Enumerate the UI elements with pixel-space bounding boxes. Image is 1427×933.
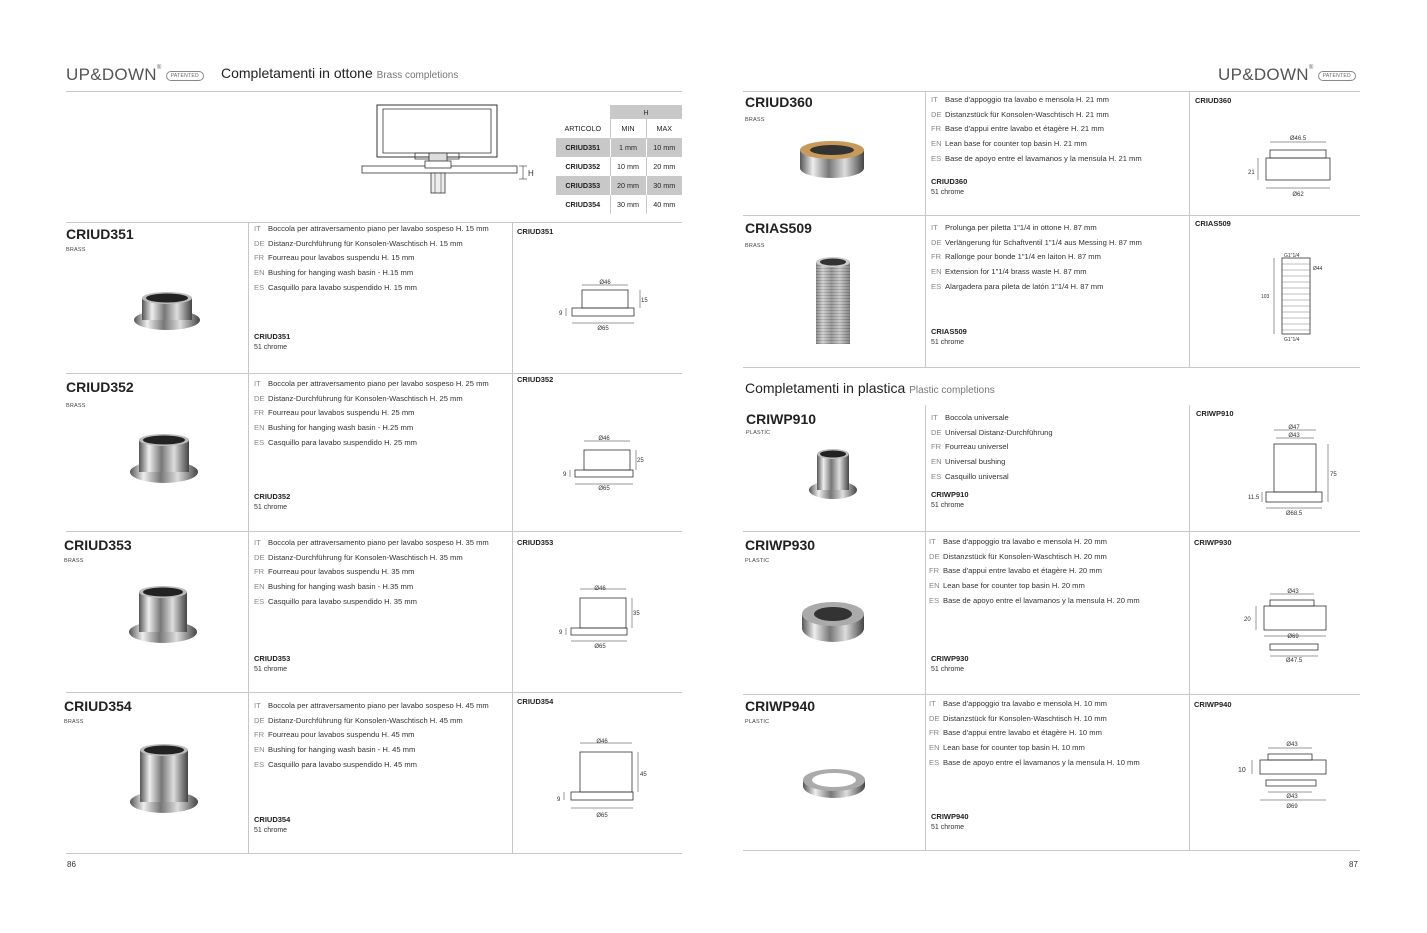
product-criud351 bbox=[66, 226, 134, 253]
technical-drawing-criud351 bbox=[555, 276, 655, 336]
product-code: CRIWP940 bbox=[745, 698, 816, 714]
technical-drawing-criud354 bbox=[554, 734, 659, 824]
height-range-table bbox=[556, 105, 682, 214]
svg-text:10: 10 bbox=[1238, 767, 1246, 774]
product-criud354 bbox=[64, 698, 132, 725]
product-finish: CRIWP930 51 chrome bbox=[931, 654, 969, 673]
product-material: BRASS bbox=[66, 403, 86, 409]
product-descriptions: IT Base d'appoggio tra lavabo e mensola H. 21 mm DE Distanzstück für Konsolen-Waschtisch H. 21 mm FR Base d'appui entre lavabo et étagère H. 21 mm EN Lean base for counter top basin H. 21 mm ES Base de apoyo entre el lavamanos y la mensula H. 21 mm bbox=[931, 95, 1142, 163]
section-title-plastic: Completamenti in plastica Plastic completions bbox=[745, 380, 995, 396]
product-criwp910 bbox=[746, 411, 816, 436]
technical-drawing-criwp910 bbox=[1244, 420, 1344, 520]
table-header-min: MIN bbox=[610, 119, 646, 138]
product-descriptions: IT Boccola universale DE Universal Distanz-Durchführung FR Fourreau universel EN Universal bushing ES Casquillo universal bbox=[931, 413, 1053, 481]
product-finish: CRIUD352 51 chrome bbox=[254, 492, 291, 511]
product-descriptions: IT Boccola per attraversamento piano per lavabo sospeso H. 25 mm DE Distanz-Durchführung für Konsolen-Waschtisch H. 25 mm FR Fourreau pour lavabos suspendu H. 25 mm EN Bushing for hanging wash basin - H.25 mm ES Casquillo para lavabo suspendido H. 25 mm bbox=[254, 379, 489, 447]
section-title-brass: Completamenti in ottone Brass completions bbox=[221, 65, 459, 81]
svg-text:103: 103 bbox=[1261, 294, 1270, 300]
svg-text:Ø65: Ø65 bbox=[594, 644, 606, 650]
product-image-crias509 bbox=[810, 252, 856, 348]
product-material: PLASTIC bbox=[745, 558, 770, 564]
product-material: BRASS bbox=[745, 243, 765, 249]
svg-text:Ø62: Ø62 bbox=[1292, 192, 1304, 198]
svg-text:Ø68.5: Ø68.5 bbox=[1285, 511, 1303, 517]
svg-text:Ø46: Ø46 bbox=[598, 436, 610, 442]
product-descriptions: IT Base d'appoggio tra lavabo e mensola H. 10 mm DE Distanzstück für Konsolen-Waschtisch H. 10 mm FR Base d'appui entre lavabo et étagère H. 10 mm EN Lean base for counter top basin H. 10 mm ES Base de apoyo entre el lavamanos y la mensula H. 10 mm bbox=[929, 699, 1140, 767]
svg-text:9: 9 bbox=[559, 630, 563, 636]
table-cell-min: 30 mm bbox=[610, 195, 646, 214]
drawing-code: CRIWP910 bbox=[1196, 409, 1234, 418]
patented-badge: PATENTED bbox=[166, 71, 204, 81]
product-criud353 bbox=[64, 537, 132, 564]
product-criud360 bbox=[745, 94, 813, 123]
svg-text:Ø46: Ø46 bbox=[594, 586, 606, 592]
product-finish: CRIUD353 51 chrome bbox=[254, 654, 291, 673]
drawing-code: CRIWP930 bbox=[1194, 538, 1232, 547]
drawing-code: CRIUD354 bbox=[517, 697, 554, 706]
svg-text:9: 9 bbox=[563, 472, 567, 478]
svg-text:Ø44: Ø44 bbox=[1313, 266, 1323, 272]
product-image-criud360 bbox=[796, 136, 868, 184]
product-finish: CRIUD360 51 chrome bbox=[931, 177, 968, 196]
brand-logo-left: UP&DOWN®PATENTED bbox=[66, 65, 204, 85]
svg-text:35: 35 bbox=[633, 611, 640, 617]
svg-text:9: 9 bbox=[559, 311, 563, 317]
product-finish: CRIWP940 51 chrome bbox=[931, 812, 969, 831]
patented-badge: PATENTED bbox=[1318, 71, 1356, 81]
svg-text:Ø65: Ø65 bbox=[596, 813, 608, 819]
table-cell-min: 20 mm bbox=[610, 176, 646, 195]
svg-text:Ø69: Ø69 bbox=[1286, 804, 1298, 810]
svg-text:Ø46: Ø46 bbox=[599, 280, 611, 286]
drawing-code: CRIWP940 bbox=[1194, 700, 1232, 709]
svg-text:Ø46.5: Ø46.5 bbox=[1289, 136, 1307, 142]
svg-text:25: 25 bbox=[637, 458, 644, 464]
product-code: CRIUD352 bbox=[66, 379, 134, 395]
table-cell-min: 1 mm bbox=[610, 138, 646, 157]
svg-text:21: 21 bbox=[1248, 170, 1255, 176]
product-finish: CRIWP910 51 chrome bbox=[931, 490, 969, 509]
table-cell-min: 10 mm bbox=[610, 157, 646, 176]
product-image-criwp930 bbox=[798, 598, 868, 648]
svg-text:75: 75 bbox=[1330, 472, 1337, 478]
product-code: CRIWP910 bbox=[746, 411, 817, 427]
product-code: CRIAS509 bbox=[745, 220, 812, 236]
svg-text:45: 45 bbox=[640, 772, 647, 778]
product-image-criwp940 bbox=[800, 762, 868, 802]
product-descriptions: IT Base d'appoggio tra lavabo e mensola H. 20 mm DE Distanzstück für Konsolen-Waschtisch H. 20 mm FR Base d'appui entre lavabo et étagère H. 20 mm EN Lean base for counter top basin H. 20 mm ES Base de apoyo entre el lavamanos y la mensula H. 20 mm bbox=[929, 537, 1140, 605]
drawing-code: CRIUD360 bbox=[1195, 96, 1232, 105]
product-descriptions: IT Boccola per attraversamento piano per lavabo sospeso H. 35 mm DE Distanz-Durchführung für Konsolen-Waschtisch H. 35 mm FR Fourreau pour lavabos suspendu H. 35 mm EN Bushing for hanging wash basin - H.35 mm ES Casquillo para lavabo suspendido H. 35 mm bbox=[254, 538, 489, 606]
page-number-left: 86 bbox=[67, 860, 76, 869]
product-code: CRIUD353 bbox=[64, 537, 132, 553]
drawing-code: CRIUD353 bbox=[517, 538, 554, 547]
product-criud352 bbox=[66, 379, 134, 409]
table-group-header: H bbox=[610, 105, 682, 119]
drawing-code: CRIUD351 bbox=[517, 227, 554, 236]
svg-text:Ø43: Ø43 bbox=[1286, 742, 1298, 748]
svg-text:Ø65: Ø65 bbox=[597, 326, 609, 332]
product-finish: CRIUD354 51 chrome bbox=[254, 815, 291, 834]
svg-text:Ø43: Ø43 bbox=[1286, 794, 1298, 800]
product-descriptions: IT Prolunga per piletta 1"1/4 in ottone H. 87 mm DE Verlängerung für Schaftventil 1"1/4 aus Messing H. 87 mm FR Rallonge pour bonde 1"1/4 en laiton H. 87 mm EN Extension for 1"1/4 brass waste H. 87 mm ES Alargadera para pileta de latón 1"1/4 H. 87 mm bbox=[931, 223, 1142, 291]
technical-drawing-criud353 bbox=[556, 582, 656, 652]
product-image-criud353 bbox=[124, 582, 202, 648]
product-finish: CRIUD351 51 chrome bbox=[254, 332, 291, 351]
product-material: BRASS bbox=[745, 117, 765, 123]
product-image-criud352 bbox=[125, 430, 203, 488]
brand-logo-right: UP&DOWN®PATENTED bbox=[1218, 65, 1356, 85]
technical-drawing-criwp930 bbox=[1240, 582, 1340, 668]
product-crias509 bbox=[745, 220, 812, 249]
diagram-h-label: H bbox=[528, 169, 534, 178]
svg-text:15: 15 bbox=[641, 298, 648, 304]
table-header-max: MAX bbox=[646, 119, 682, 138]
drawing-code: CRIUD352 bbox=[517, 375, 554, 384]
svg-text:9: 9 bbox=[557, 797, 561, 803]
product-image-criud351 bbox=[128, 288, 206, 336]
table-cell-code: CRIUD351 bbox=[565, 143, 601, 153]
table-cell-max: 30 mm bbox=[646, 176, 682, 195]
svg-text:G1"1/4: G1"1/4 bbox=[1284, 337, 1300, 343]
technical-drawing-criud352 bbox=[558, 430, 658, 496]
product-descriptions: IT Boccola per attraversamento piano per lavabo sospeso H. 15 mm DE Distanz-Durchführung für Konsolen-Waschtisch H. 15 mm FR Fourreau pour lavabos suspendu H. 15 mm EN Bushing for hanging wash basin - H.15 mm ES Casquillo para lavabo suspendido H. 15 mm bbox=[254, 224, 489, 292]
product-code: CRIUD354 bbox=[64, 698, 132, 714]
product-image-criwp910 bbox=[807, 446, 859, 504]
svg-text:11.5: 11.5 bbox=[1248, 495, 1260, 501]
table-cell-max: 20 mm bbox=[646, 157, 682, 176]
svg-text:Ø47.5: Ø47.5 bbox=[1285, 658, 1303, 664]
product-finish: CRIAS509 51 chrome bbox=[931, 327, 967, 346]
svg-text:Ø46: Ø46 bbox=[596, 739, 608, 745]
svg-text:Ø65: Ø65 bbox=[598, 486, 610, 492]
table-cell-max: 10 mm bbox=[646, 138, 682, 157]
table-cell-max: 40 mm bbox=[646, 195, 682, 214]
product-material: PLASTIC bbox=[746, 430, 771, 436]
drawing-code: CRIAS509 bbox=[1195, 219, 1231, 228]
product-code: CRIWP930 bbox=[745, 537, 816, 553]
product-material: BRASS bbox=[66, 247, 86, 253]
technical-drawing-criud360 bbox=[1242, 130, 1342, 202]
product-material: BRASS bbox=[64, 719, 84, 725]
product-descriptions: IT Boccola per attraversamento piano per lavabo sospeso H. 45 mm DE Distanz-Durchführung für Konsolen-Waschtisch H. 45 mm FR Fourreau pour lavabos suspendu H. 45 mm EN Bushing for hanging wash basin - H. 45 mm ES Casquillo para lavabo suspendido H. 45 mm bbox=[254, 701, 489, 769]
product-image-criud354 bbox=[125, 740, 203, 818]
table-header-articolo: ARTICOLO bbox=[556, 119, 610, 138]
technical-drawing-crias509 bbox=[1256, 248, 1336, 344]
svg-text:Ø43: Ø43 bbox=[1288, 433, 1300, 439]
product-criwp930 bbox=[745, 537, 815, 564]
technical-drawing-criwp940 bbox=[1236, 736, 1336, 812]
product-code: CRIUD351 bbox=[66, 226, 134, 242]
svg-text:G1"1/4: G1"1/4 bbox=[1284, 253, 1300, 259]
svg-text:Ø43: Ø43 bbox=[1287, 589, 1299, 595]
svg-text:20: 20 bbox=[1244, 617, 1251, 623]
page-number-right: 87 bbox=[1349, 860, 1358, 869]
product-material: BRASS bbox=[64, 558, 84, 564]
product-material: PLASTIC bbox=[745, 719, 770, 725]
product-code: CRIUD360 bbox=[745, 94, 813, 110]
table-cell-code: CRIUD352 bbox=[565, 162, 601, 171]
svg-text:Ø47: Ø47 bbox=[1288, 425, 1300, 431]
table-cell-code: CRIUD354 bbox=[565, 200, 601, 209]
product-criwp940 bbox=[745, 698, 815, 725]
installation-diagram bbox=[355, 97, 545, 212]
table-cell-code: CRIUD353 bbox=[565, 181, 601, 190]
svg-text:Ø69: Ø69 bbox=[1287, 634, 1299, 640]
